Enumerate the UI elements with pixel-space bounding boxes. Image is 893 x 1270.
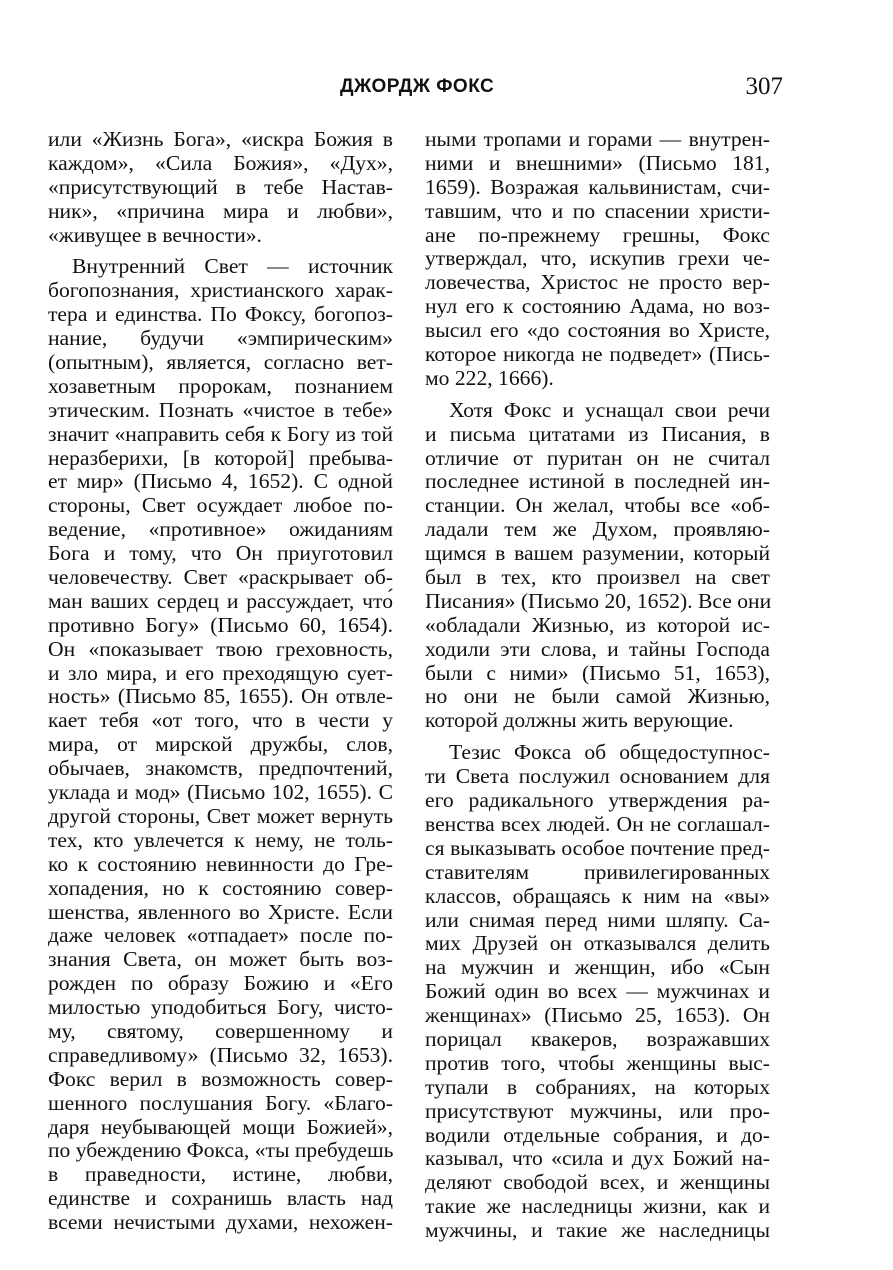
text-line: ман ваших сердец и рассуждает, что́ — [48, 588, 393, 613]
text-line: Тезис Фокса об общедоступнос- — [449, 740, 770, 765]
text-line: которой должны жить верующие. — [425, 708, 734, 733]
text-line: стороны, Свет осуждает любое по- — [48, 493, 393, 518]
text-line: в праведности, истине, любви, — [48, 1162, 393, 1187]
text-line: казывал, что «сила и дух Божий на- — [425, 1146, 770, 1171]
text-line: мира, от мирской дружбы, слов, — [48, 732, 393, 757]
text-line: мо 222, 1666). — [425, 365, 554, 390]
text-line: ане по-прежнему грешны, Фокс — [425, 222, 770, 247]
text-line: ставителям привилегированных — [425, 859, 770, 884]
text-line: Хотя Фокс и уснащал свои речи — [449, 397, 770, 422]
text-line: и зло мира, и его преходящую сует- — [48, 660, 393, 685]
text-line: щимся в вашем разумении, который — [425, 541, 770, 566]
text-line: Фокс верил в возможность совер- — [48, 1066, 393, 1091]
text-line: последнее истиной в последней ин- — [425, 469, 770, 494]
text-line: ловечества, Христос не просто вер- — [425, 270, 770, 295]
text-line: этическим. Познать «чистое в тебе» — [48, 397, 393, 422]
running-head — [0, 73, 893, 106]
text-line: отличие от пуритан он не считал — [425, 445, 770, 470]
text-line: значит «направить себя к Богу из той — [48, 421, 393, 446]
text-line: даря неубывающей мощи Божией», — [48, 1114, 393, 1139]
text-line: ными тропами и горами — внутрен- — [425, 127, 770, 151]
text-line: водили отдельные собрания, и до- — [425, 1122, 770, 1147]
text-line: Бога и тому, что Он приуготовил — [48, 541, 393, 566]
paragraph — [425, 741, 770, 1243]
text-line: Божий один во всех — мужчинах и — [425, 979, 770, 1004]
text-line: высил его «до состояния во Христе, — [425, 318, 770, 343]
text-line: ность» (Письмо 85, 1655). Он отвле- — [48, 684, 393, 709]
text-line: станции. Он желал, чтобы все «об- — [425, 493, 770, 518]
text-line: утверждал, что, искупив грехи че- — [425, 246, 770, 271]
text-line: «присутствующий в тебе Настав- — [48, 174, 393, 199]
text-line: нание, будучи «эмпирическим» — [48, 326, 393, 351]
text-line: тупали в собраниях, на которых — [425, 1074, 770, 1099]
paragraph — [425, 128, 770, 391]
text-line: шенства, явленного во Христе. Если — [48, 899, 393, 924]
text-line: «живущее в вечности». — [48, 222, 262, 247]
text-line: милостью уподобиться Богу, чисто- — [48, 995, 393, 1020]
text-line: деляют свободой всех, и женщины — [425, 1170, 770, 1195]
text-line: Он «показывает твою греховность, — [48, 636, 393, 661]
text-line: и письма цитатами из Писания, в — [425, 421, 770, 446]
text-line: венства всех людей. Он не соглашал- — [425, 811, 770, 836]
text-line: знания Света, он может быть воз- — [48, 947, 393, 972]
text-line: 1659). Возражая кальвинистам, счи- — [425, 174, 770, 199]
text-line: против того, чтобы женщины выс- — [425, 1050, 770, 1075]
text-line: ник», «причина мира и любви», — [48, 198, 393, 223]
text-line: каждом», «Сила Божия», «Дух», — [48, 150, 393, 175]
text-line: (опытным), является, согласно вет- — [48, 350, 393, 375]
text-line: его радикального утверждения ра- — [425, 788, 770, 813]
text-line: кает тебя «от того, что в чести у — [48, 708, 393, 733]
text-line: «обладали Жизнью, из которой ис- — [425, 612, 770, 637]
text-line: ведение, «противное» ожиданиям — [48, 517, 393, 542]
text-line: другой стороны, Свет может вернуть — [48, 803, 393, 828]
text-line: такие же наследницы жизни, как и — [425, 1194, 770, 1219]
text-line: ся выказывать особое почтение пред- — [425, 835, 770, 860]
text-line: тавшим, что и по спасении христи- — [425, 198, 770, 223]
text-line: были с ними» (Письмо 51, 1653), — [425, 660, 770, 685]
text-line: на мужчин и женщин, ибо «Сын — [425, 955, 770, 980]
text-line: хопадения, но к состоянию совер- — [48, 875, 393, 900]
text-line: неразберихи, [в которой] пребыва- — [48, 445, 393, 470]
text-line: женщинах» (Письмо 25, 1653). Он — [425, 1003, 770, 1028]
text-line: мих Друзей он отказывался делить — [425, 931, 770, 956]
paragraph — [425, 399, 770, 733]
text-line: богопознания, христианского харак- — [48, 278, 393, 303]
text-line: тера и единства. По Фоксу, богопоз- — [48, 302, 393, 327]
paragraph — [48, 255, 393, 1235]
text-line: ходили эти слова, и тайны Господа — [425, 636, 770, 661]
text-line: обычаев, знакомств, предпочтений, — [48, 756, 393, 781]
text-line: присутствуют мужчины, или про- — [425, 1098, 770, 1123]
right-text-column — [425, 128, 770, 1243]
text-line: которое никогда не подведет» (Пись- — [425, 342, 770, 367]
text-line: по убеждению Фокса, «ты пребудешь — [48, 1138, 394, 1163]
text-line: рожден по образу Божию и «Его — [48, 971, 393, 996]
text-line: всеми нечистыми духами, нехожен- — [48, 1210, 393, 1235]
text-line: хозаветным пророкам, познанием — [48, 373, 393, 398]
text-line: классов, обращаясь к ним на «вы» — [425, 883, 770, 908]
text-line: был в тех, кто произвел на свет — [425, 565, 770, 590]
text-line: порицал квакеров, возражавших — [425, 1026, 770, 1051]
text-line: справедливому» (Письмо 32, 1653). — [48, 1042, 393, 1067]
text-line: но они не были самой Жизнью, — [425, 684, 770, 709]
text-line: ладали тем же Духом, проявляю- — [425, 517, 770, 542]
text-line: ти Света послужил основанием для — [425, 764, 770, 789]
text-line: или снимая перед ними шляпу. Са- — [425, 907, 770, 932]
paragraph — [48, 128, 393, 247]
text-line: тех, кто увлечется к нему, не толь- — [48, 827, 393, 852]
running-title: ДЖОРДЖ ФОКС — [340, 76, 495, 97]
text-line: Внутренний Свет — источник — [72, 254, 393, 279]
text-line: уклада и мод» (Письмо 102, 1655). С — [48, 780, 393, 805]
text-line: ними и внешними» (Письмо 181, — [425, 150, 770, 175]
text-line: мужчины, и такие же наследницы — [425, 1218, 770, 1243]
text-line: шенного послушания Богу. «Благо- — [48, 1090, 393, 1115]
text-line: Писания» (Письмо 20, 1652). Все они — [425, 588, 772, 613]
left-text-column — [48, 128, 393, 1235]
text-line: человечеству. Свет «раскрывает об- — [48, 565, 393, 590]
text-line: му, святому, совершенному и — [48, 1018, 393, 1043]
text-line: единстве и сохранишь власть над — [48, 1186, 393, 1211]
page-number: 307 — [745, 73, 783, 100]
text-line: противно Богу» (Письмо 60, 1654). — [48, 612, 393, 637]
text-line: ет мир» (Письмо 4, 1652). С одной — [48, 469, 393, 494]
text-line: ко к состоянию невинности до Гре- — [48, 851, 393, 876]
text-line: даже человек «отпадает» после по- — [48, 923, 393, 948]
text-line: или «Жизнь Бога», «искра Божия в — [48, 127, 393, 151]
text-line: нул его к состоянию Адама, но воз- — [425, 294, 770, 319]
